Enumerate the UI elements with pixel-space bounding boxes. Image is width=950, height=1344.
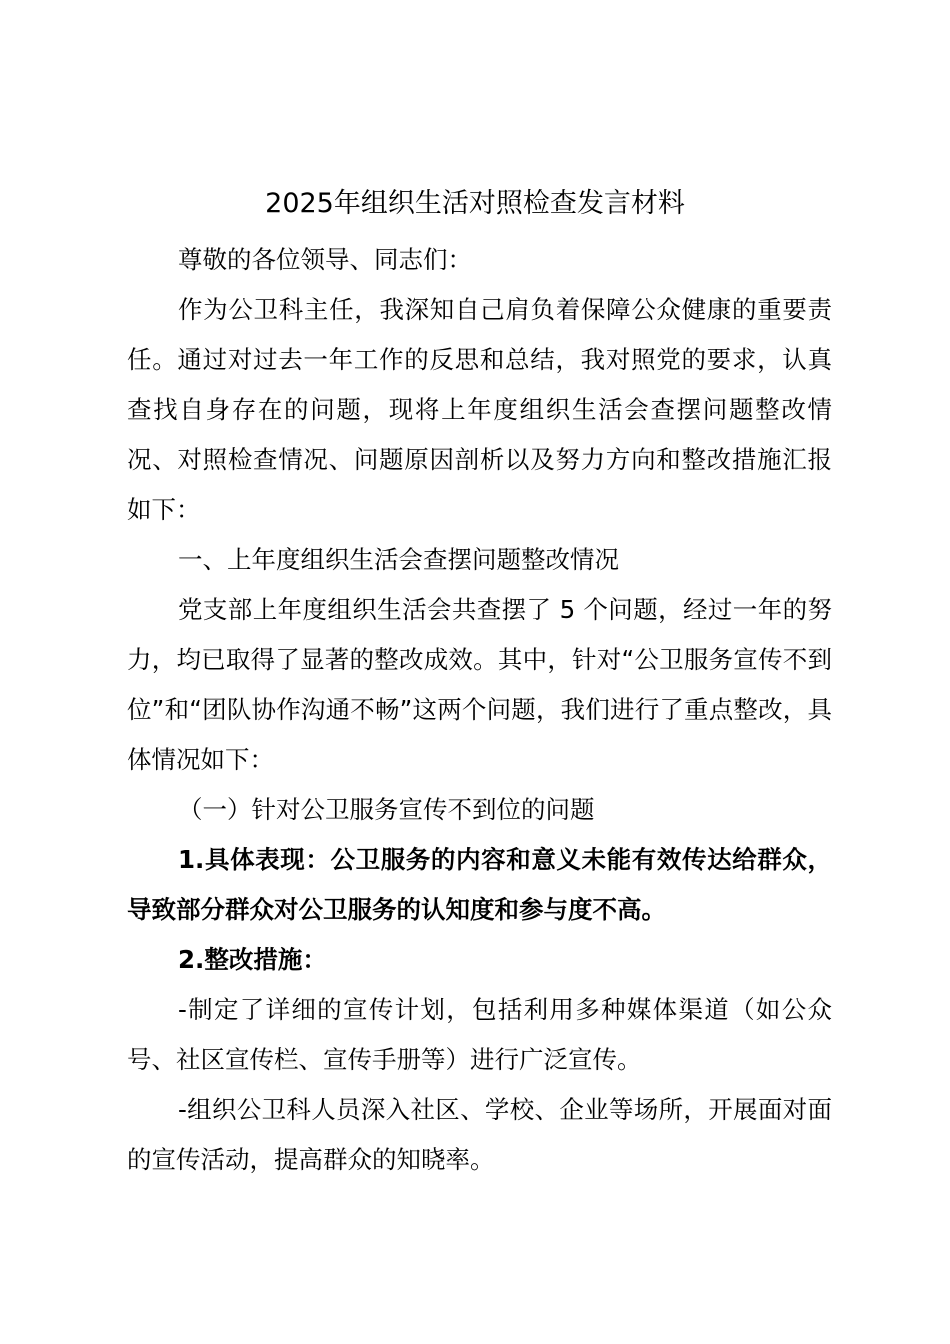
document-title: 2025年组织生活对照检查发言材料 bbox=[265, 188, 685, 219]
paragraph-section-1-summary: 党支部上年度组织生活会共查摆了 5 个问题，经过一年的努力，均已取得了显著的整改成效。其中，针对“公卫服务宣传不到位”和“团队协作沟通不畅”这两个问题，我们进行了重点整改，具体情况如下： bbox=[127, 595, 832, 774]
section-heading-1: 一、上年度组织生活会查摆问题整改情况 bbox=[178, 545, 619, 574]
subsection-heading-1: （一）针对公卫服务宣传不到位的问题 bbox=[178, 795, 595, 824]
measure-item-1: -制定了详细的宣传计划，包括利用多种媒体渠道（如公众号、社区宣传栏、宣传手册等）进行广泛宣传。 bbox=[127, 995, 832, 1074]
measure-item-2: -组织公卫科人员深入社区、学校、企业等场所，开展面对面的宣传活动，提高群众的知晓率。 bbox=[127, 1095, 832, 1174]
document-body bbox=[127, 235, 832, 1185]
paragraph-greeting: 尊敬的各位领导、同志们： bbox=[178, 245, 472, 274]
item-rectification-measures: 2.整改措施： bbox=[178, 945, 327, 974]
item-specific-manifestation: 1.具体表现：公卫服务的内容和意义未能有效传达给群众，导致部分群众对公卫服务的认知度和参与度不高。 bbox=[127, 845, 832, 924]
paragraph-introduction: 作为公卫科主任，我深知自己肩负着保障公众健康的重要责任。通过对过去一年工作的反思和总结，我对照党的要求，认真查找自身存在的问题，现将上年度组织生活会查摆问题整改情况、对照检查情况、问题原因剖析以及努力方向和整改措施汇报如下： bbox=[127, 295, 832, 524]
